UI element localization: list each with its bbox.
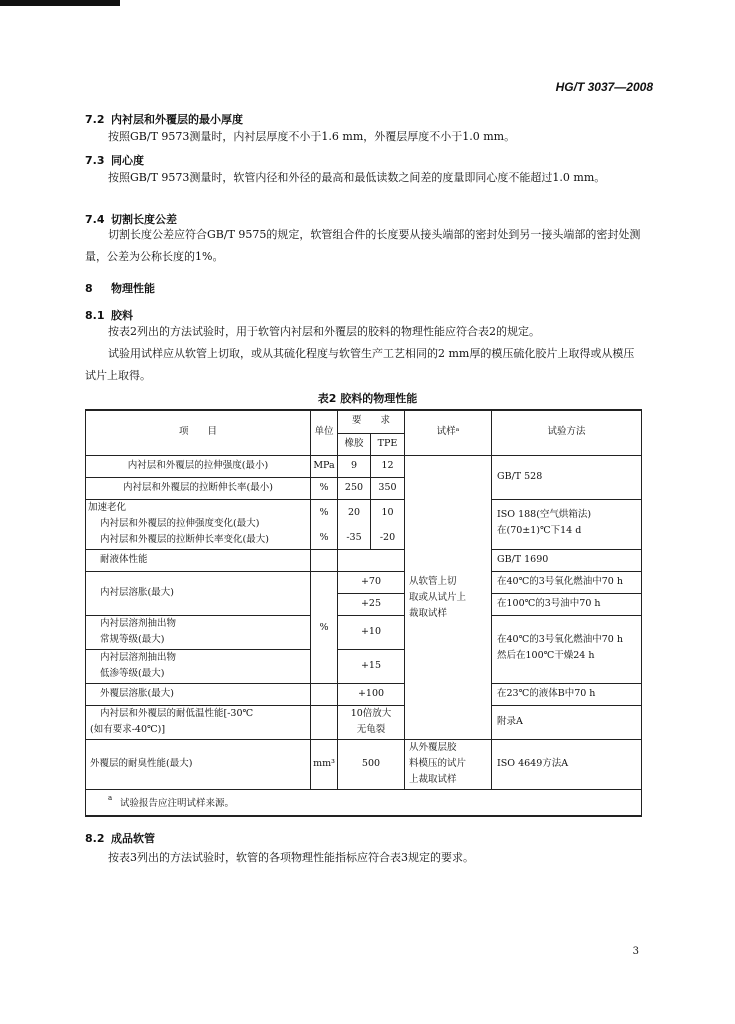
section-title: 胶料: [111, 309, 133, 322]
table-cell: 12: [381, 460, 394, 471]
table-row: 内衬层和外覆层的拉伸强度(最小): [127, 460, 269, 471]
table-cell: %: [319, 482, 329, 493]
section-7-3-text: 按照GB/T 9573测量时，软管内径和外径的最高和最低读数之间差的度量即同心度不能超过1.0 mm。: [108, 171, 606, 184]
table-cell: GB/T 528: [497, 471, 543, 482]
table-row: 外覆层的耐臭性能(最大): [90, 758, 193, 769]
section-8-1-para-2: 试验用试样应从软管上切取，或从其硫化程度与软管生产工艺相同的2 mm厚的模压硫化胶片上取得或从模压试片上取得。: [85, 347, 635, 382]
table-cell: ISO 4649方法A: [497, 758, 569, 769]
table-cell: GB/T 1690: [497, 554, 549, 565]
section-title: 物理性能: [111, 282, 155, 295]
table-cell: 裁取试样: [409, 608, 448, 619]
section-8-heading: [85, 280, 155, 296]
table-cell: 在23℃的液体B中70 h: [497, 688, 596, 699]
section-7-2-heading: [85, 111, 243, 127]
top-edge-bar: [0, 0, 120, 6]
table-row: 内衬层和外覆层的拉断伸长率(最小): [123, 482, 273, 493]
table-cell: +100: [357, 688, 385, 699]
table-cell: -20: [379, 532, 396, 543]
section-7-2-text: 按照GB/T 9573测量时，内衬层厚度不小于1.6 mm，外覆层厚度不小于1.0 mm。: [108, 130, 516, 143]
table-cell: 9: [350, 460, 358, 471]
section-title: 同心度: [111, 154, 144, 167]
section-number: 7.4: [85, 213, 105, 226]
table-cell: 在(70±1)℃下14 d: [497, 525, 582, 536]
table-cell: +15: [360, 660, 382, 671]
header-method: 试验方法: [547, 426, 586, 437]
table-cell: 在100℃的3号油中70 h: [497, 598, 601, 609]
table-cell: 500: [361, 758, 381, 769]
table-cell: %: [319, 532, 329, 543]
table-cell: ISO 188(空气烘箱法): [497, 509, 592, 520]
table-cell: +10: [360, 626, 382, 637]
section-number: 8: [85, 282, 93, 295]
table-cell: 内衬层和外覆层的拉伸强度变化(最大): [100, 518, 260, 529]
table-cell: 10倍放大: [350, 708, 392, 719]
section-title: 内衬层和外覆层的最小厚度: [111, 113, 243, 126]
section-number: 8.2: [85, 832, 105, 845]
table-cell: 然后在100℃干燥24 h: [497, 650, 595, 661]
table-cell: %: [319, 622, 329, 633]
table-cell: (如有要求-40℃)]: [90, 724, 166, 735]
table-cell: 取或从试片上: [409, 592, 467, 603]
table-cell: -35: [346, 532, 362, 543]
table-row: 内衬层溶剂抽出物: [100, 618, 177, 629]
section-8-1-para-1: 按表2列出的方法试验时，用于软管内衬层和外覆层的胶料的物理性能应符合表2的规定。: [108, 325, 540, 338]
table-cell: MPa: [313, 460, 335, 471]
section-title: 成品软管: [111, 832, 155, 845]
section-number: 8.1: [85, 309, 105, 322]
table-cell: 从软管上切: [409, 576, 457, 587]
table-caption: 表2 胶料的物理性能: [317, 392, 418, 405]
table-cell: 20: [347, 507, 361, 518]
table-row: 内衬层溶剂抽出物: [100, 652, 177, 663]
table-cell: 低渗等级(最大): [100, 668, 165, 679]
table-row: 内衬层溶胀(最大): [100, 587, 174, 598]
header-unit: 单位: [314, 426, 334, 437]
section-8-2-text: 按表3列出的方法试验时，软管的各项物理性能指标应符合表3规定的要求。: [108, 851, 474, 864]
section-title: 切割长度公差: [111, 213, 177, 226]
section-7-4-text: 切割长度公差应符合GB/T 9575的规定，软管组合件的长度要从接头端部的密封处到另一接头端部的密封处测量，公差为公称长度的1%。: [85, 228, 641, 263]
table-cell: 无龟裂: [356, 724, 386, 735]
table-cell: 附录A: [497, 716, 523, 727]
section-8-2-heading: [85, 830, 155, 846]
table-cell: 料模压的试片: [409, 758, 467, 769]
table-footnote: 试验报告应注明试样来源。: [120, 798, 235, 809]
table-cell: 10: [381, 507, 394, 518]
page-number: 3: [632, 946, 639, 957]
table-cell: 350: [378, 482, 397, 493]
table-cell: %: [319, 507, 329, 518]
standard-number: HG/T 3037—2008: [555, 80, 653, 94]
table-cell: 从外覆层胶: [409, 742, 457, 753]
table-row: 内衬层和外覆层的耐低温性能[-30℃: [100, 708, 254, 719]
table-cell: +25: [360, 598, 382, 609]
footnote-mark: a: [108, 794, 113, 802]
section-number: 7.2: [85, 113, 105, 126]
table-row: 耐液体性能: [100, 554, 148, 565]
table-cell: 250: [344, 482, 364, 493]
table-cell: 内衬层和外覆层的拉断伸长率变化(最大): [100, 534, 269, 545]
table-cell: +70: [360, 576, 382, 587]
table-row: 加速老化: [88, 502, 127, 513]
table-cell: 在40℃的3号氧化燃油中70 h: [497, 634, 623, 645]
table-cell: 常规等级(最大): [100, 634, 165, 645]
table-cell: 在40℃的3号氧化燃油中70 h: [497, 576, 623, 587]
header-rubber: 橡胶: [344, 438, 364, 449]
section-number: 7.3: [85, 154, 105, 167]
section-7-3-heading: [85, 152, 144, 168]
header-item: 项 目: [178, 426, 217, 437]
header-sample: 试样ᵃ: [436, 426, 460, 437]
header-requirement: 要 求: [351, 415, 390, 426]
table-cell: mm³: [313, 758, 335, 769]
header-tpe: TPE: [377, 438, 398, 449]
table-row: 外覆层溶胀(最大): [100, 688, 174, 699]
table-cell: 上裁取试样: [409, 774, 457, 785]
